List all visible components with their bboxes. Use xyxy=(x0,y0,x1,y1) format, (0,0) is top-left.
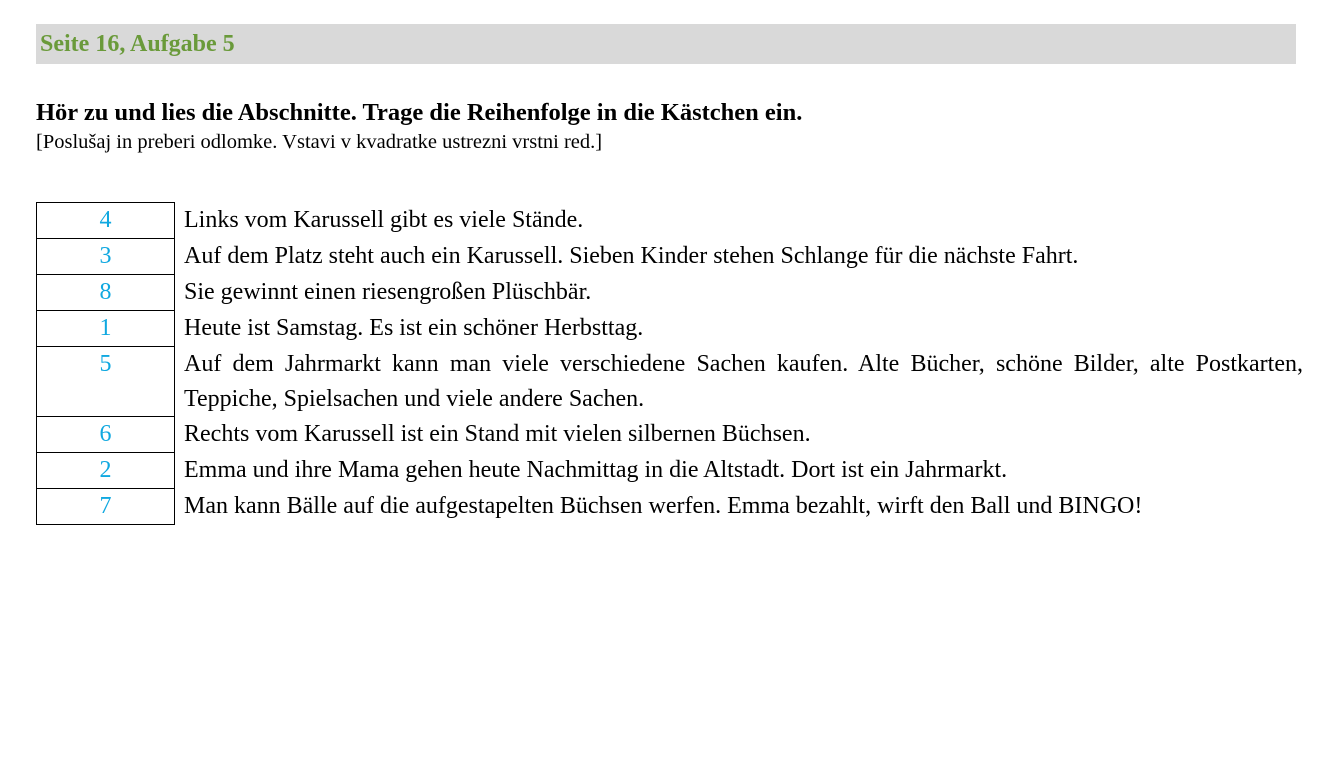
passage-text: Heute ist Samstag. Es ist ein schöner Herbsttag. xyxy=(184,314,644,341)
order-table xyxy=(36,202,1304,525)
order-number-box[interactable]: 4 xyxy=(37,203,175,239)
table-row xyxy=(37,311,1304,347)
table-row xyxy=(37,347,1304,417)
table-row xyxy=(37,417,1304,453)
passage-text: Sie gewinnt einen riesengroßen Plüschbär. xyxy=(184,278,592,305)
task-instruction: Hör zu und lies die Abschnitte. Trage die Reihenfolge in die Kästchen ein. xyxy=(36,99,803,126)
table-row xyxy=(37,239,1304,275)
order-number-box[interactable]: 2 xyxy=(37,453,175,489)
table-row xyxy=(37,453,1304,489)
order-number-box[interactable]: 8 xyxy=(37,275,175,311)
order-number-box[interactable]: 3 xyxy=(37,239,175,275)
passage-text: Links vom Karussell gibt es viele Stände. xyxy=(184,206,584,233)
table-row xyxy=(37,203,1304,239)
section-header-bar xyxy=(36,24,1296,64)
order-number-box[interactable]: 7 xyxy=(37,489,175,525)
table-row xyxy=(37,489,1304,525)
order-number-box[interactable]: 6 xyxy=(37,417,175,453)
passage-text: Auf dem Jahrmarkt kann man viele verschiedene Sachen kaufen. Alte Bücher, schöne Bilder, alte Postkarten, Teppiche, Spielsachen und viele andere Sachen. xyxy=(184,350,1303,412)
passage-text: Rechts vom Karussell ist ein Stand mit vielen silbernen Büchsen. xyxy=(184,420,811,447)
section-title: Seite 16, Aufgabe 5 xyxy=(40,31,235,57)
task-instruction-translation: [Poslušaj in preberi odlomke. Vstavi v kvadratke ustrezni vrstni red.] xyxy=(36,131,603,153)
passage-text: Emma und ihre Mama gehen heute Nachmittag in die Altstadt. Dort ist ein Jahrmarkt. xyxy=(184,456,1008,483)
order-number-box[interactable]: 5 xyxy=(37,347,175,417)
table-row xyxy=(37,275,1304,311)
passage-text: Man kann Bälle auf die aufgestapelten Büchsen werfen. Emma bezahlt, wirft den Ball und BINGO! xyxy=(184,492,1143,519)
order-number-box[interactable]: 1 xyxy=(37,311,175,347)
passage-text: Auf dem Platz steht auch ein Karussell. Sieben Kinder stehen Schlange für die nächste Fahrt. xyxy=(184,242,1079,269)
